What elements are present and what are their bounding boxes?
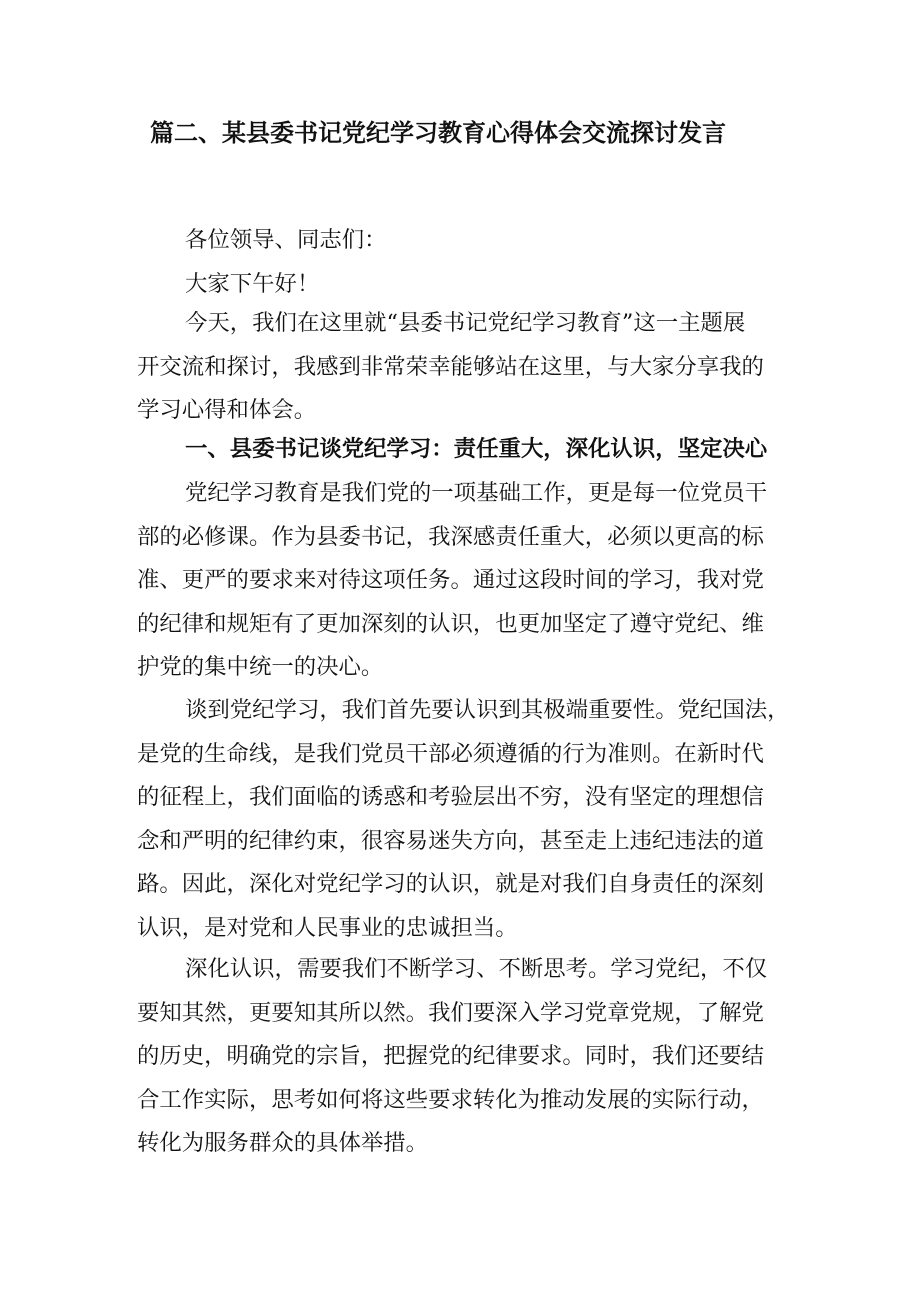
paragraph-line: 部的必修课。作为县委书记，我深感责任重大，必须以更高的标 — [137, 523, 764, 550]
paragraph-line: 开交流和探讨，我感到非常荣幸能够站在这里，与大家分享我的 — [137, 353, 764, 380]
greeting: 大家下午好！ — [185, 270, 320, 297]
intro-paragraph — [137, 302, 797, 433]
paragraph-line: 的历史，明确党的宗旨，把握党的纪律要求。同时，我们还要结 — [137, 1043, 764, 1069]
paragraph-line: 准、更严的要求来对待这项任务。通过这段时间的学习，我对党 — [137, 567, 764, 593]
paragraph-2 — [137, 689, 797, 950]
paragraph-line: 今天，我们在这里就“县委书记党纪学习教育”这一主题展 — [185, 310, 746, 336]
paragraph-3 — [137, 948, 797, 1166]
paragraph-line: 学习心得和体会。 — [137, 397, 317, 423]
paragraph-line: 要知其然，更要知其所以然。我们要深入学习党章党规，了解党 — [137, 999, 764, 1026]
paragraph-line: 是党的生命线，是我们党员干部必须遵循的行为准则。在新时代 — [137, 740, 764, 767]
paragraph-line: 的征程上，我们面临的诱惑和考验层出不穷，没有坚定的理想信 — [137, 784, 764, 810]
paragraph-line: 转化为服务群众的具体举措。 — [137, 1130, 429, 1156]
paragraph-line: 路。因此，深化对党纪学习的认识，就是对我们自身责任的深刻 — [137, 871, 764, 897]
paragraph-line: 的纪律和规矩有了更加深刻的认识，也更加坚定了遵守党纪、维 — [137, 610, 764, 637]
paragraph-line: 念和严明的纪律约束，很容易迷失方向，甚至走上违纪违法的道 — [137, 827, 764, 854]
paragraph-line: 深化认识，需要我们不断学习、不断思考。学习党纪，不仅 — [185, 956, 768, 982]
paragraph-line: 党纪学习教育是我们党的一项基础工作，更是每一位党员干 — [185, 480, 768, 506]
paragraph-1 — [137, 472, 797, 690]
document-title: 篇二、某县委书记党纪学习教育心得体会交流探讨发言 — [150, 119, 726, 147]
paragraph-line: 护党的集中统一的决心。 — [137, 654, 384, 680]
salutation-block — [137, 219, 797, 306]
salutation: 各位领导、同志们： — [185, 227, 387, 253]
section-heading: 一、县委书记谈党纪学习：责任重大，深化认识，坚定决心 — [185, 436, 768, 462]
paragraph-line: 认识，是对党和人民事业的忠诚担当。 — [137, 914, 518, 941]
paragraph-line: 谈到党纪学习，我们首先要认识到其极端重要性。党纪国法， — [185, 697, 790, 723]
paragraph-line: 合工作实际，思考如何将这些要求转化为推动发展的实际行动， — [137, 1086, 764, 1113]
